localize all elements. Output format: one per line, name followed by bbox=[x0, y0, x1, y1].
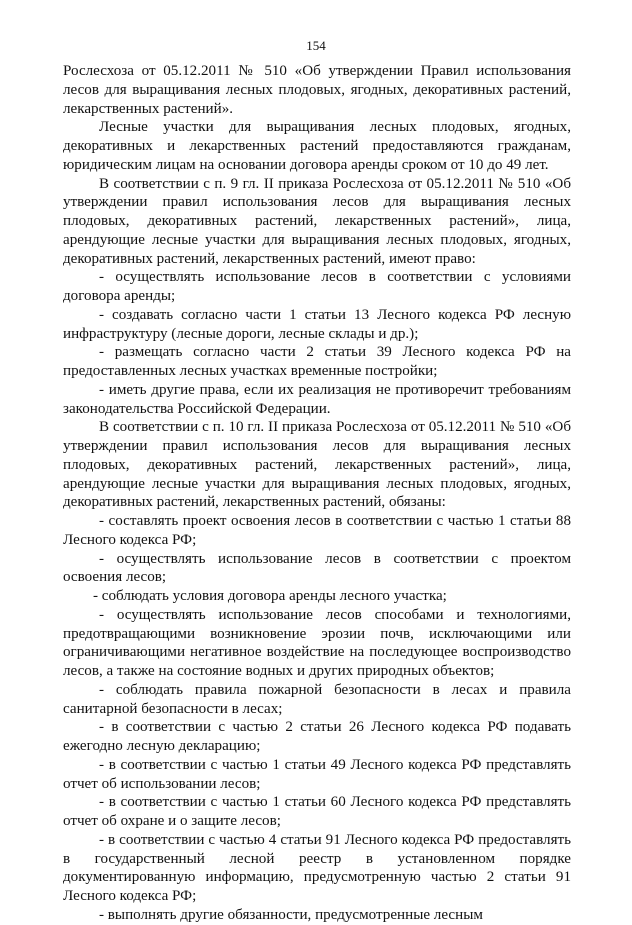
body-text bbox=[63, 62, 571, 925]
paragraph: - в соответствии с частью 2 статьи 26 Лесного кодекса РФ подавать ежегодно лесную декларацию; bbox=[63, 719, 571, 754]
paragraph: - осуществлять использование лесов в соответствии с условиями договора аренды; bbox=[63, 269, 571, 304]
paragraph: - иметь другие права, если их реализация не противоречит требованиям законодательства Российской Федерации. bbox=[63, 381, 571, 417]
paragraph: - в соответствии с частью 1 статьи 60 Лесного кодекса РФ представлять отчет об охране и о защите лесов; bbox=[63, 794, 571, 829]
page-number: 154 bbox=[306, 38, 326, 53]
paragraph: - создавать согласно части 1 статьи 13 Лесного кодекса РФ лесную инфраструктуру (лесные дороги, лесные склады и др.); bbox=[63, 306, 571, 342]
paragraph: - осуществлять использование лесов в соответствии с проектом освоения лесов; bbox=[63, 550, 571, 586]
paragraph: В соответствии с п. 10 гл. II приказа Рослесхоза от 05.12.2011 № 510 «Об утверждении правил использования лесов для выращивания лесных плодовых, декоративных растений, лекарственных растений», лица, арендующие лесные участки для выращивания лесных плодовых, ягодных, декоративных растений, лекарственных растений, обязаны: bbox=[63, 419, 571, 511]
paragraph: - соблюдать правила пожарной безопасности в лесах и правила санитарной безопасности в лесах; bbox=[63, 681, 571, 717]
paragraph: - в соответствии с частью 1 статьи 49 Лесного кодекса РФ представлять отчет об использовании лесов; bbox=[63, 756, 571, 792]
paragraph: В соответствии с п. 9 гл. II приказа Рослесхоза от 05.12.2011 № 510 «Об утверждении правил использования лесов для выращивания лесных плодовых, декоративных растений, лекарственных растений», лица, арендующие лесные участки для выращивания лесных плодовых, ягодных, декоративных растений, лекарственных растений, имеют право: bbox=[63, 175, 571, 267]
paragraph: - в соответствии с частью 4 статьи 91 Лесного кодекса РФ предоставлять в государственный лесной реестр в установленном порядке документированную информацию, предусмотренную частью 2 статьи 91 Лесного кодекса РФ; bbox=[63, 831, 571, 904]
paragraph: - выполнять другие обязанности, предусмотренные лесным bbox=[99, 906, 483, 923]
paragraph: - осуществлять использование лесов способами и технологиями, предотвращающими возникновение эрозии почв, исключающими или ограничивающими негативное воздействие на последующее воспроизводство лесов, а также на состояние водных и других природных объектов; bbox=[63, 606, 571, 679]
paragraph: Лесные участки для выращивания лесных плодовых, ягодных, декоративных и лекарственных растений предоставляются гражданам, юридическим лицам на основании договора аренды сроком от 10 до 49 лет. bbox=[63, 119, 571, 173]
paragraph: Рослесхоза от 05.12.2011 № 510 «Об утверждении Правил использования лесов для выращивания лесных плодовых, ягодных, декоративных растений, лекарственных растений». bbox=[63, 63, 571, 117]
paragraph: - размещать согласно части 2 статьи 39 Лесного кодекса РФ на предоставленных лесных участках временные постройки; bbox=[63, 344, 571, 379]
paragraph: - составлять проект освоения лесов в соответствии с частью 1 статьи 88 Лесного кодекса РФ; bbox=[63, 513, 571, 548]
paragraph: - соблюдать условия договора аренды лесного участка; bbox=[93, 588, 447, 604]
